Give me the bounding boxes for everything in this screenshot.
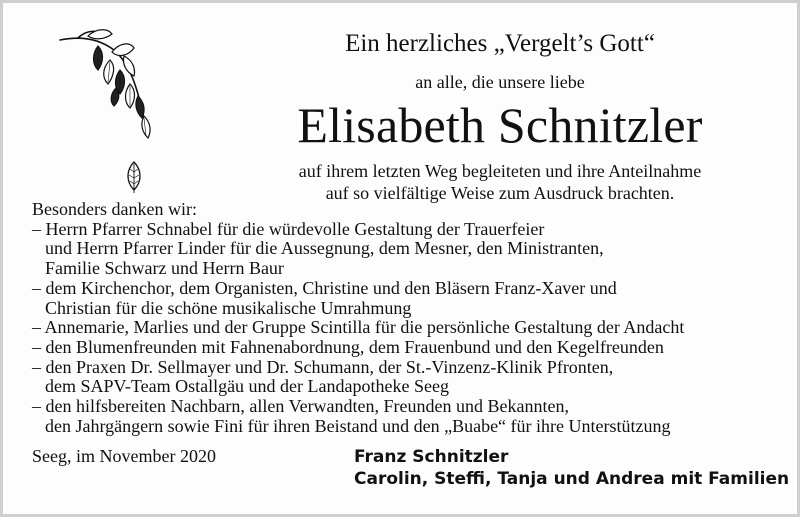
- signatory-line: Franz Schnitzler: [354, 447, 509, 467]
- birch-branch-icon: [58, 26, 168, 146]
- thanks-text: [200, 160, 800, 204]
- thanks-line: auf so vielfältige Weise zum Ausdruck brachten.: [325, 183, 675, 203]
- list-item: – dem Kirchenchor, dem Organisten, Christine und den Bläsern Franz-Xaver und: [32, 277, 617, 298]
- heading: Ein herzliches „Vergelt’s Gott“: [345, 30, 655, 57]
- list-item: dem SAPV-Team Ostallgäu und der Landapotheke Seeg: [45, 376, 449, 397]
- subheading: an alle, die unsere liebe: [415, 72, 585, 92]
- list-item: – Annemarie, Marlies und der Gruppe Scintilla für die persönliche Gestaltung der Andacht: [32, 317, 685, 338]
- list-item: – den hilfsbereiten Nachbarn, allen Verwandten, Freunden und Bekannten,: [32, 396, 569, 417]
- acknowledgement-list: [32, 200, 792, 436]
- list-item: und Herrn Pfarrer Linder für die Aussegnung, dem Mesner, den Ministranten,: [45, 238, 604, 259]
- signatories: [354, 446, 789, 490]
- list-item: – den Blumenfreunden mit Fahnenabordnung, dem Frauenbund und den Kegelfreunden: [32, 336, 664, 357]
- falling-leaf-icon: [124, 160, 144, 194]
- signatory-line: Carolin, Steffi, Tanja und Andrea mit Familien: [354, 469, 790, 489]
- list-item: Christian für die schöne musikalische Umrahmung: [45, 297, 412, 318]
- list-item: – Herrn Pfarrer Schnabel für die würdevolle Gestaltung der Trauerfeier: [32, 218, 545, 239]
- list-item: den Jahrgängern sowie Fini für ihren Beistand und den „Buabe“ für ihre Unterstützung: [45, 415, 671, 436]
- place-date: Seeg, im November 2020: [32, 446, 216, 466]
- list-item: – den Praxen Dr. Sellmayer und Dr. Schumann, der St.-Vinzenz-Klinik Pfronten,: [32, 356, 614, 377]
- list-item: Familie Schwarz und Herrn Baur: [45, 258, 284, 279]
- deceased-name: Elisabeth Schnitzler: [297, 97, 703, 153]
- thanks-line: auf ihrem letzten Weg begleiteten und ihre Anteilnahme: [298, 161, 702, 181]
- list-intro: Besonders danken wir:: [32, 199, 197, 219]
